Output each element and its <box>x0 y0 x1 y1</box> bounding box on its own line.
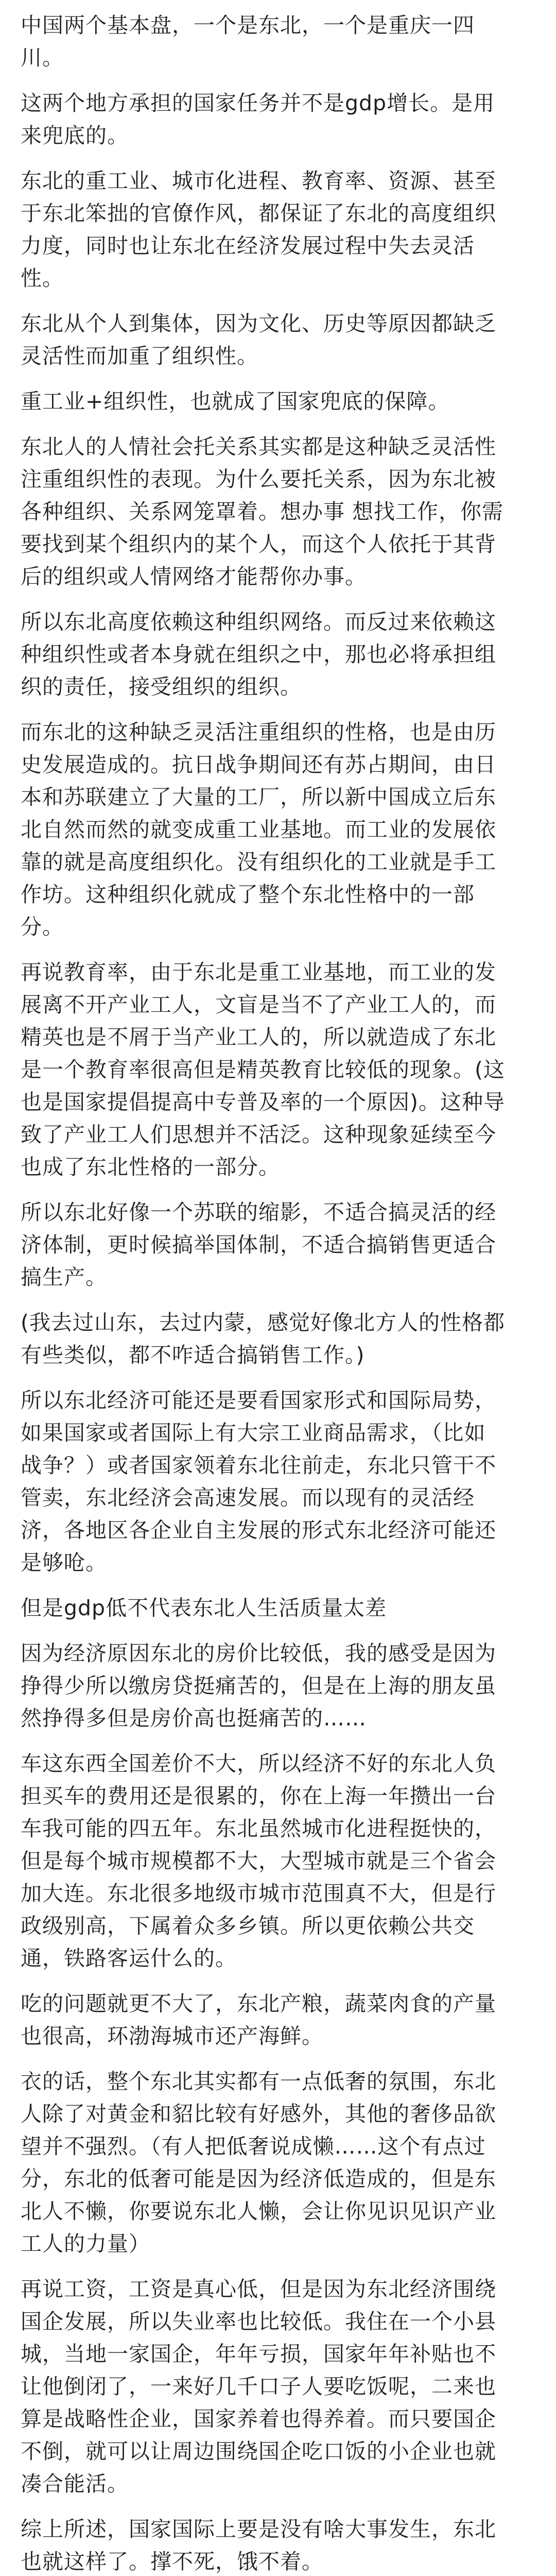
paragraph: 中国两个基本盘，一个是东北，一个是重庆一四 川。 <box>21 13 475 70</box>
paragraph: 东北从个人到集体，因为文化、历史等原因都缺乏 灵活性而加重了组织性。 <box>21 311 496 368</box>
paragraph: 因为经济原因东北的房价比较低，我的感受是因为 挣得少所以缴房贷挺痛苦的，但是在上海的朋友虽 然挣得多但是房价高也挺痛苦的…… <box>21 1641 496 1731</box>
paragraph: 重工业+组织性，也就成了国家兜底的保障。 <box>21 389 450 414</box>
paragraph: 而东北的这种缺乏灵活注重组织的性格，也是由历 史发展造成的。抗日战争期间还有苏占期间，由日 本和苏联建立了大量的工厂，所以新中国成立后东 北自然而然的就变成重工业基地。而工业的发展依 靠的就是高度组织化。没有组织化的工业就是手工 作坊。这种组织化就成了整个东北性格中的一部 分。 <box>21 720 496 939</box>
paragraph: (我去过山东，去过内蒙，感觉好像北方人的性格都 有些类似，都不咋适合搞销售工作。) <box>21 1310 505 1367</box>
paragraph: 东北人的人情社会托关系其实都是这种缺乏灵活性 注重组织性的表现。为什么要托关系，因为东北被 各种组织、关系网笼罩着。想办事 想找工作，你需 要找到某个组织内的某个人，而这个人依托于其背 后的组织或人情网络才能帮你办事。 <box>21 434 504 589</box>
paragraph: 综上所述，国家国际上要是没有啥大事发生，东北 也就这样了。撑不死，饿不着。 <box>21 2517 496 2574</box>
paragraph: 车这东西全国差价不大，所以经济不好的东北人负 担买车的费用还是很累的，你在上海一年攒出一台 车我可能的四五年。东北虽然城市化进程挺快的， 但是每个城市规模都不大，大型城市就是三个省会 加大连。东北很多地级市城市范围真不大，但是行 政级别高，下属着众多乡镇。所以更依赖公共交 通，铁路客运什么的。 <box>21 1751 496 1971</box>
paragraph: 所以东北高度依赖这种组织网络。而反过来依赖这 种组织性或者本身就在组织之中，那也必将承担组 织的责任，接受组织的组织。 <box>21 609 496 699</box>
paragraph: 但是gdp低不代表东北人生活质量太差 <box>21 1596 387 1620</box>
paragraph: 衣的话，整个东北其实都有一点低奢的氛围，东北 人除了对黄金和貂比较有好感外，其他的奢侈品欲 望并不强烈。（有人把低奢说成懒……这个有点过 分，东北的低奢可能是因为经济低造成的，但是东 北人不懒，你要说东北人懒，会让你见识见识产业 工人的力量） <box>21 2069 496 2256</box>
paragraph: 再说工资，工资是真心低，但是因为东北经济围绕 国企发展，所以失业率也比较低。我住在一个小县 城，当地一家国企，年年亏损，国家年年补贴也不 让他倒闭了，一来好几千口子人要吃饭呢，二来也 算是战略性企业，国家养着也得养着。而只要国企 不倒，就可以让周边围绕国企吃口饭的小企业也就 凑合能活。 <box>21 2277 496 2496</box>
paragraph: 所以东北经济可能还是要看国家形式和国际局势， 如果国家或者国际上有大宗工业商品需求，（比如 战争？）或者国家领着东北往前走，东北只管干不 管卖，东北经济会高速发展。而以现有的灵活经 济，各地区各企业自主发展的形式东北经济可能还 是够呛。 <box>21 1388 496 1575</box>
paragraph: 东北的重工业、城市化进程、教育率、资源、甚至 于东北笨拙的官僚作风，都保证了东北的高度组织 力度，同时也让东北在经济发展过程中失去灵活 性。 <box>21 168 496 291</box>
paragraph: 这两个地方承担的国家任务并不是gdp增长。是用 来兜底的。 <box>21 91 495 148</box>
paragraph: 所以东北好像一个苏联的缩影，不适合搞灵活的经 济体制，更时候搞举国体制，不适合搞销售更适合 搞生产。 <box>21 1200 496 1290</box>
paragraph: 吃的问题就更不大了，东北产粮，蔬菜肉食的产量 也很高，环渤海城市还产海鲜。 <box>21 1991 496 2048</box>
paragraph: 再说教育率，由于东北是重工业基地，而工业的发 展离不开产业工人，文盲是当不了产业工人的，而 精英也是不屑于当产业工人的，所以就造成了东北 是一个教育率很高但是精英教育比较低的现象。(这 也是国家提倡提高中专普及率的一个原因)。这种导 致了产业工人们思想并不活泛。这种现象延续至今 也成了东北性格的一部分。 <box>21 960 505 1179</box>
